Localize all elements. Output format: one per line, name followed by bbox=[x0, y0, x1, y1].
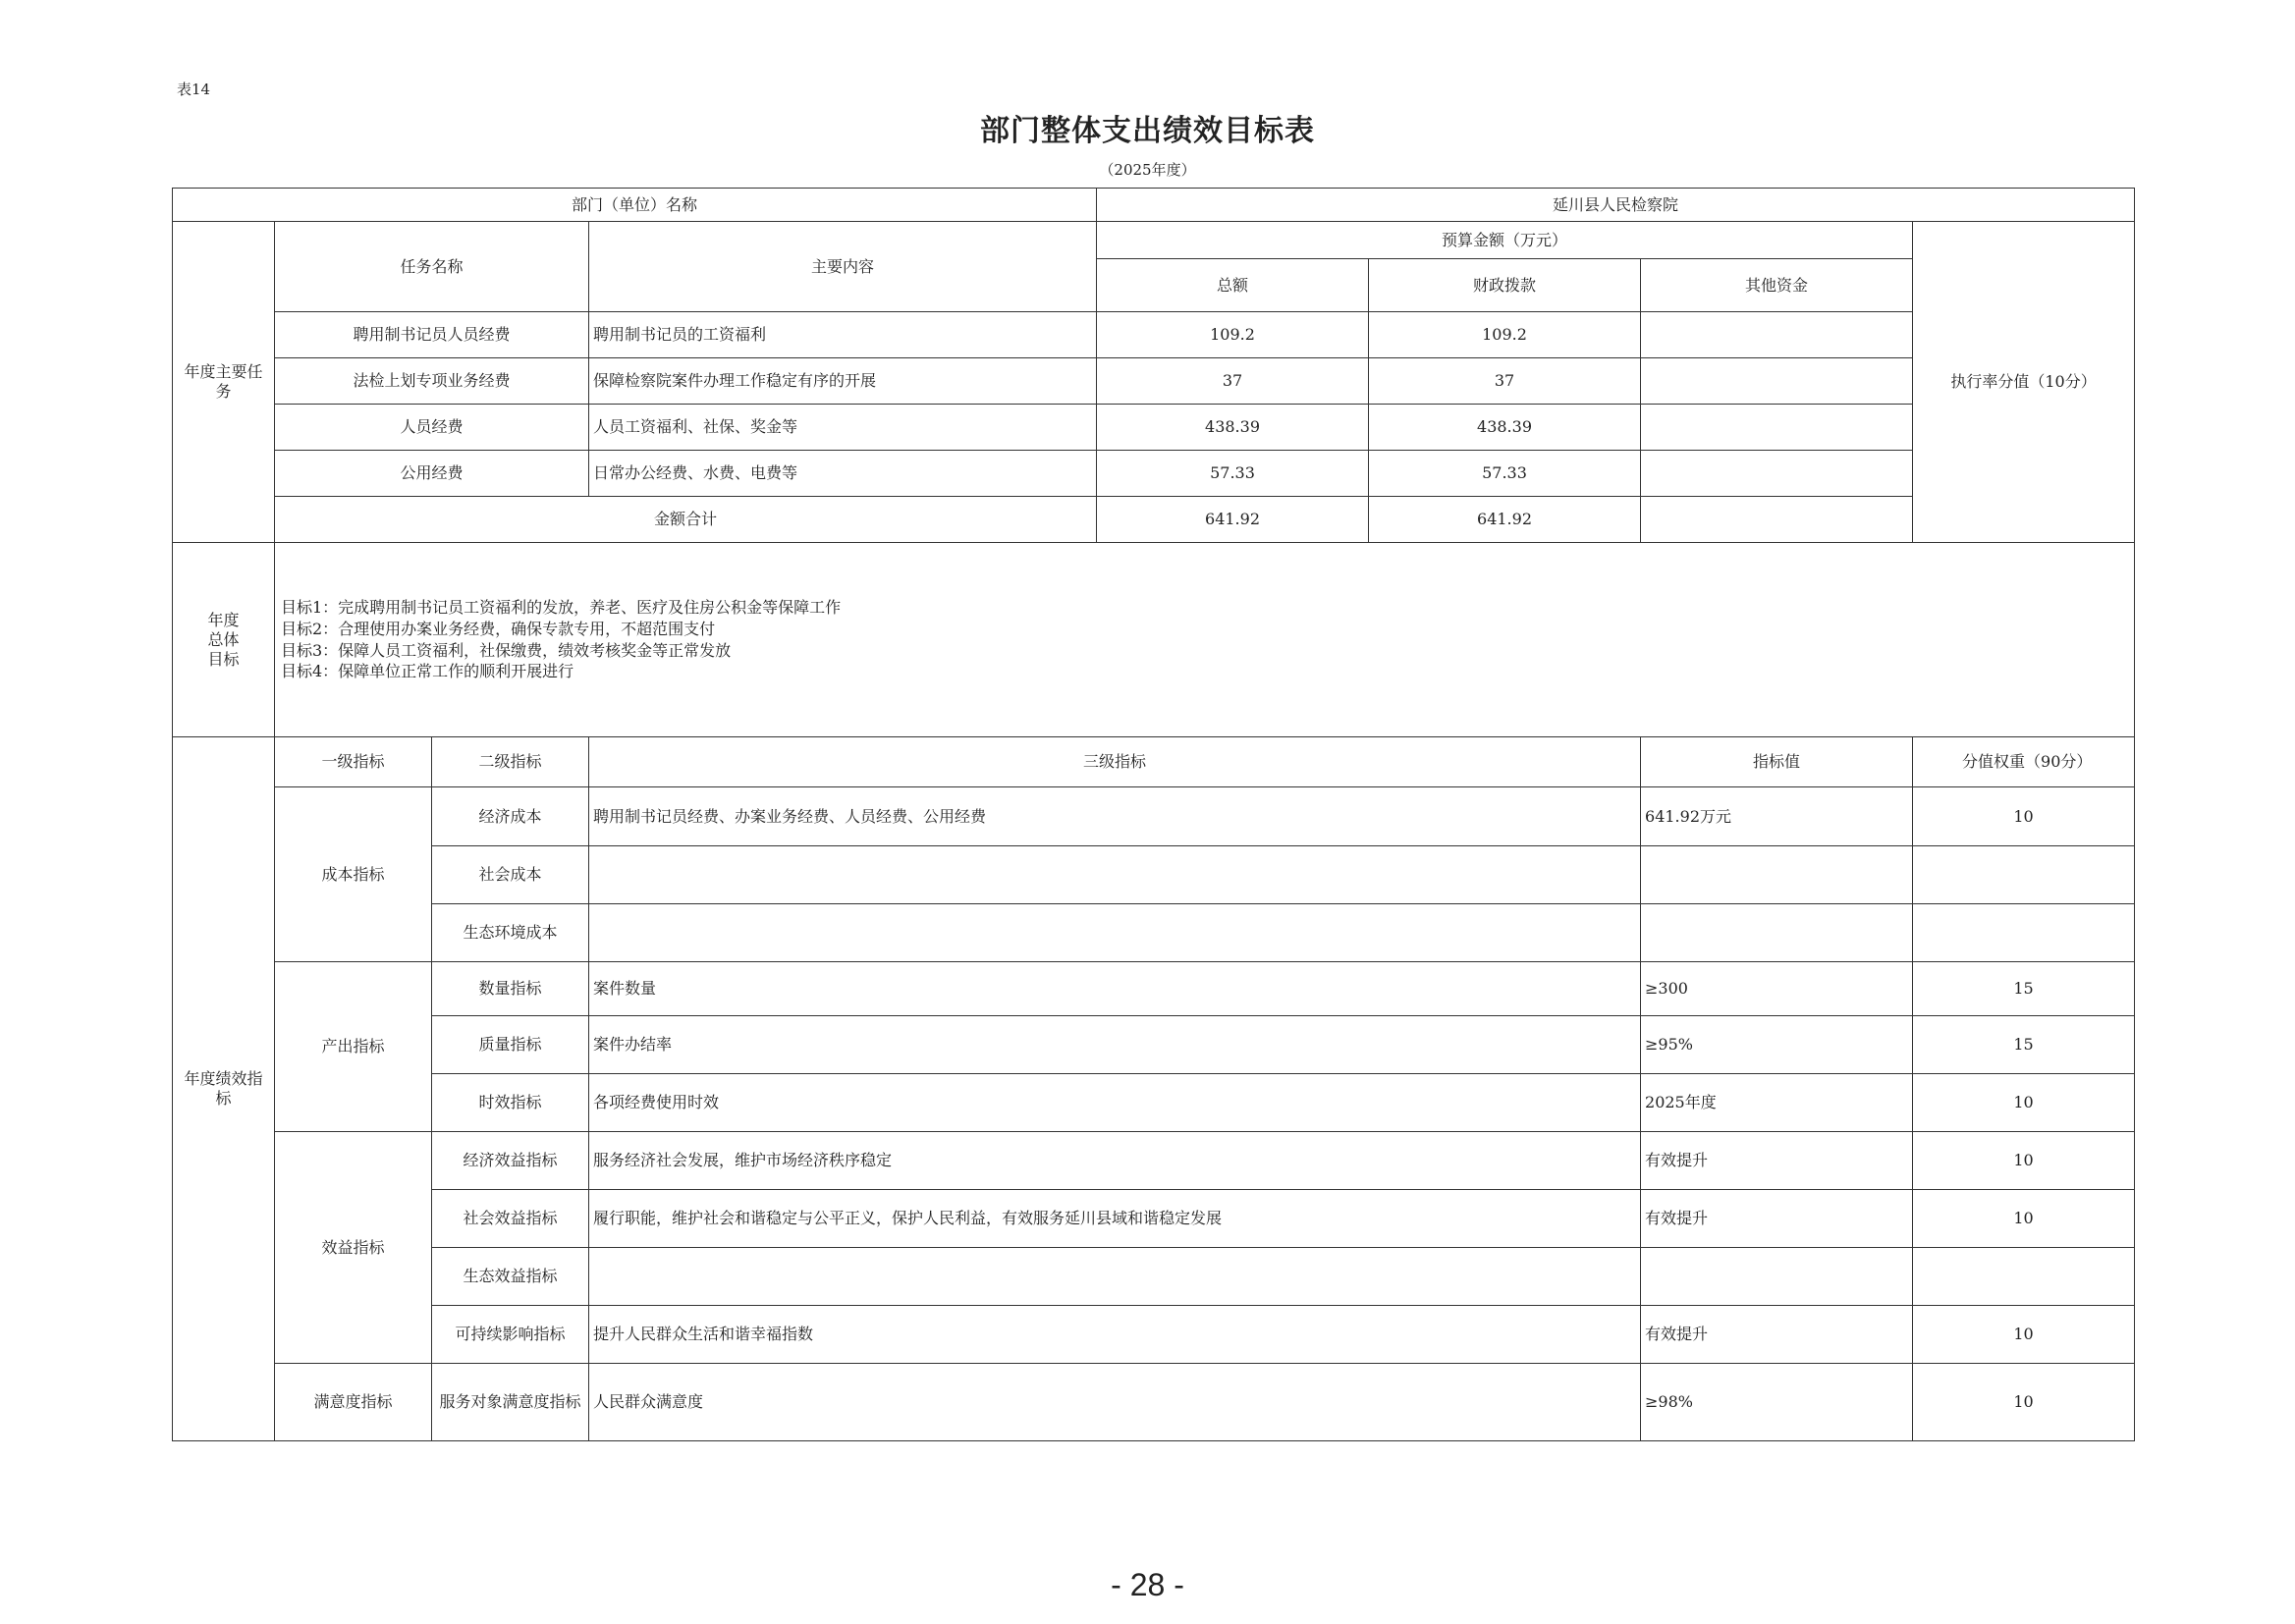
dept-value: 延川县人民检察院 bbox=[1097, 189, 2135, 222]
indicator-weight: 10 bbox=[1913, 1074, 2135, 1132]
fiscal-header: 财政拨款 bbox=[1369, 259, 1641, 312]
other-funds-header: 其他资金 bbox=[1641, 259, 1913, 312]
indicator-row bbox=[173, 787, 2135, 846]
level2-cell: 质量指标 bbox=[432, 1016, 589, 1074]
budget-header: 预算金额（万元） bbox=[1097, 222, 1913, 259]
level3-cell: 人民群众满意度 bbox=[589, 1364, 1641, 1441]
goal-item: 目标4：保障单位正常工作的顺利开展进行 bbox=[281, 662, 574, 681]
task-fiscal: 37 bbox=[1369, 358, 1641, 405]
tasks-section-label: 年度主要任务 bbox=[173, 222, 275, 543]
indicator-row bbox=[173, 1190, 2135, 1248]
task-sum-row bbox=[173, 497, 2135, 543]
indicator-value: ≥95% bbox=[1641, 1016, 1913, 1074]
task-fiscal: 109.2 bbox=[1369, 312, 1641, 358]
level2-cell: 服务对象满意度指标 bbox=[432, 1364, 589, 1441]
goal-item: 目标3：保障人员工资福利，社保缴费，绩效考核奖金等正常发放 bbox=[281, 640, 732, 660]
level2-cell: 社会成本 bbox=[432, 846, 589, 904]
level3-cell: 案件数量 bbox=[589, 962, 1641, 1016]
indicator-row bbox=[173, 962, 2135, 1016]
task-total: 438.39 bbox=[1097, 405, 1369, 451]
weight-header: 分值权重（90分） bbox=[1913, 737, 2135, 787]
task-total: 57.33 bbox=[1097, 451, 1369, 497]
task-name-header: 任务名称 bbox=[275, 222, 589, 312]
task-other bbox=[1641, 451, 1913, 497]
level3-cell: 提升人民群众生活和谐幸福指数 bbox=[589, 1306, 1641, 1364]
level3-cell bbox=[589, 1248, 1641, 1306]
table-number: 表14 bbox=[177, 81, 211, 98]
level2-cell: 生态效益指标 bbox=[432, 1248, 589, 1306]
task-content: 聘用制书记员的工资福利 bbox=[589, 312, 1097, 358]
level1-header: 一级指标 bbox=[275, 737, 432, 787]
indicator-value: ≥98% bbox=[1641, 1364, 1913, 1441]
level3-cell: 案件办结率 bbox=[589, 1016, 1641, 1074]
indicator-row bbox=[173, 1016, 2135, 1074]
indicator-weight: 10 bbox=[1913, 1364, 2135, 1441]
level3-cell: 各项经费使用时效 bbox=[589, 1074, 1641, 1132]
level2-cell: 生态环境成本 bbox=[432, 904, 589, 962]
task-name: 公用经费 bbox=[275, 451, 589, 497]
task-name: 聘用制书记员人员经费 bbox=[275, 312, 589, 358]
task-name: 人员经费 bbox=[275, 405, 589, 451]
sum-label: 金额合计 bbox=[275, 497, 1097, 543]
sum-other bbox=[1641, 497, 1913, 543]
task-row bbox=[173, 312, 2135, 358]
goal-item: 目标2：合理使用办案业务经费，确保专款专用，不超范围支付 bbox=[281, 619, 716, 638]
indicator-row bbox=[173, 1248, 2135, 1306]
indicator-weight: 15 bbox=[1913, 1016, 2135, 1074]
goals-section-label: 年度总体目标 bbox=[173, 543, 275, 737]
indicator-row bbox=[173, 904, 2135, 962]
indicator-weight: 15 bbox=[1913, 962, 2135, 1016]
goals-text bbox=[275, 543, 2135, 737]
task-row bbox=[173, 358, 2135, 405]
task-fiscal: 57.33 bbox=[1369, 451, 1641, 497]
page-title: 部门整体支出绩效目标表 bbox=[980, 114, 1315, 148]
indicator-value-header: 指标值 bbox=[1641, 737, 1913, 787]
indicator-value bbox=[1641, 904, 1913, 962]
dept-row bbox=[173, 189, 2135, 222]
indicator-weight: 10 bbox=[1913, 787, 2135, 846]
indicator-value bbox=[1641, 1248, 1913, 1306]
exec-rate-score: 执行率分值（10分） bbox=[1913, 222, 2135, 543]
indicators-section-label: 年度绩效指标 bbox=[173, 737, 275, 1441]
level2-cell: 社会效益指标 bbox=[432, 1190, 589, 1248]
level3-header: 三级指标 bbox=[589, 737, 1641, 787]
indicator-row bbox=[173, 846, 2135, 904]
indicator-weight: 10 bbox=[1913, 1306, 2135, 1364]
indicator-row bbox=[173, 1074, 2135, 1132]
indicator-weight: 10 bbox=[1913, 1132, 2135, 1190]
fiscal-year: （2025年度） bbox=[1099, 161, 1196, 179]
level2-cell: 经济成本 bbox=[432, 787, 589, 846]
indicator-weight bbox=[1913, 846, 2135, 904]
page-number: - 28 - bbox=[1111, 1567, 1184, 1602]
task-header-row bbox=[173, 222, 2135, 259]
task-total: 109.2 bbox=[1097, 312, 1369, 358]
dept-label: 部门（单位）名称 bbox=[173, 189, 1097, 222]
task-content: 保障检察院案件办理工作稳定有序的开展 bbox=[589, 358, 1097, 405]
level1-cell: 产出指标 bbox=[275, 962, 432, 1132]
sum-fiscal: 641.92 bbox=[1369, 497, 1641, 543]
total-header: 总额 bbox=[1097, 259, 1369, 312]
indicator-row bbox=[173, 1132, 2135, 1190]
indicator-value: ≥300 bbox=[1641, 962, 1913, 1016]
goal-item: 目标1：完成聘用制书记员工资福利的发放，养老、医疗及住房公积金等保障工作 bbox=[281, 598, 842, 618]
level1-cell: 成本指标 bbox=[275, 787, 432, 962]
task-content-header: 主要内容 bbox=[589, 222, 1097, 312]
task-fiscal: 438.39 bbox=[1369, 405, 1641, 451]
level3-cell bbox=[589, 846, 1641, 904]
goals-row bbox=[173, 543, 2135, 737]
task-content: 人员工资福利、社保、奖金等 bbox=[589, 405, 1097, 451]
level2-cell: 可持续影响指标 bbox=[432, 1306, 589, 1364]
level1-cell: 效益指标 bbox=[275, 1132, 432, 1364]
indicator-value: 2025年度 bbox=[1641, 1074, 1913, 1132]
indicator-value bbox=[1641, 846, 1913, 904]
task-total: 37 bbox=[1097, 358, 1369, 405]
indicator-weight: 10 bbox=[1913, 1190, 2135, 1248]
indicator-header-row bbox=[173, 737, 2135, 787]
indicator-value: 641.92万元 bbox=[1641, 787, 1913, 846]
level1-cell: 满意度指标 bbox=[275, 1364, 432, 1441]
level2-cell: 时效指标 bbox=[432, 1074, 589, 1132]
task-other bbox=[1641, 312, 1913, 358]
indicator-row bbox=[173, 1306, 2135, 1364]
level2-cell: 经济效益指标 bbox=[432, 1132, 589, 1190]
level3-cell: 履行职能，维护社会和谐稳定与公平正义，保护人民利益，有效服务延川县域和谐稳定发展 bbox=[589, 1190, 1641, 1248]
indicator-weight bbox=[1913, 1248, 2135, 1306]
performance-target-table bbox=[172, 188, 2135, 1441]
level2-header: 二级指标 bbox=[432, 737, 589, 787]
task-other bbox=[1641, 405, 1913, 451]
indicator-row bbox=[173, 1364, 2135, 1441]
task-other bbox=[1641, 358, 1913, 405]
indicator-value: 有效提升 bbox=[1641, 1132, 1913, 1190]
indicator-value: 有效提升 bbox=[1641, 1190, 1913, 1248]
sum-total: 641.92 bbox=[1097, 497, 1369, 543]
level3-cell bbox=[589, 904, 1641, 962]
indicator-weight bbox=[1913, 904, 2135, 962]
level3-cell: 聘用制书记员经费、办案业务经费、人员经费、公用经费 bbox=[589, 787, 1641, 846]
level3-cell: 服务经济社会发展，维护市场经济秩序稳定 bbox=[589, 1132, 1641, 1190]
task-row bbox=[173, 405, 2135, 451]
indicator-value: 有效提升 bbox=[1641, 1306, 1913, 1364]
task-content: 日常办公经费、水费、电费等 bbox=[589, 451, 1097, 497]
task-name: 法检上划专项业务经费 bbox=[275, 358, 589, 405]
task-row bbox=[173, 451, 2135, 497]
level2-cell: 数量指标 bbox=[432, 962, 589, 1016]
